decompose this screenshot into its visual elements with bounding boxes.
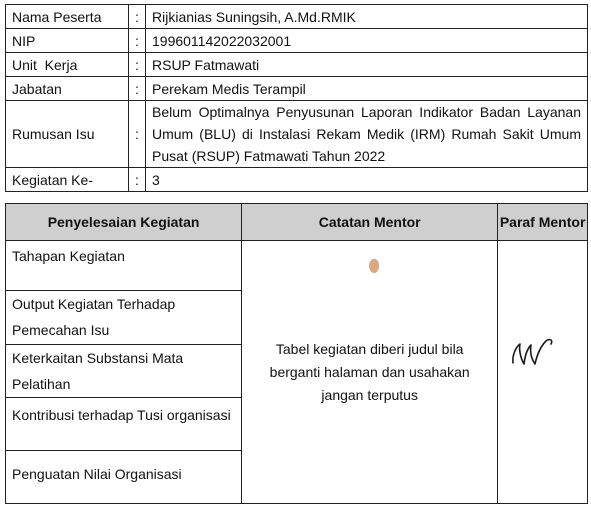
mentor-note: Tabel kegiatan diberi judul bila berganti halaman dan usahakan jangan terputus <box>269 340 470 403</box>
info-colon: : <box>129 5 146 29</box>
info-label: Jabatan <box>6 77 129 101</box>
step-item: Kontribusi terhadap Tusi organisasi <box>6 398 241 451</box>
info-value: 199601142022032001 <box>146 29 588 53</box>
info-label: Kegiatan Ke- <box>6 168 129 192</box>
info-label: Unit Kerja <box>6 53 129 77</box>
steps-cell <box>6 241 242 504</box>
info-label: Nama Peserta <box>6 5 129 29</box>
info-row-nip <box>6 29 588 53</box>
info-label: NIP <box>6 29 129 53</box>
initials-cell <box>498 241 588 504</box>
info-colon: : <box>129 29 146 53</box>
info-label: Rumusan Isu <box>6 101 129 168</box>
info-colon: : <box>129 168 146 192</box>
info-row-unit <box>6 53 588 77</box>
ink-blot <box>369 259 379 273</box>
activity-header-row <box>6 204 588 241</box>
activity-body-row <box>6 241 588 504</box>
step-item: Output Kegiatan Terhadap Pemecahan Isu <box>6 291 241 345</box>
info-colon: : <box>129 101 146 168</box>
mentor-note-cell <box>242 241 498 504</box>
header-mentor-notes: Catatan Mentor <box>242 204 498 241</box>
info-row-activity-number <box>6 168 588 192</box>
info-value: Rijkianias Suningsih, A.Md.RMIK <box>146 5 588 29</box>
info-row-position <box>6 77 588 101</box>
info-value: Perekam Medis Terampil <box>146 77 588 101</box>
step-item: Keterkaitan Substansi Mata Pelatihan <box>6 345 241 398</box>
info-value: Belum Optimalnya Penyusunan Laporan Indikator Badan Layanan Umum (BLU) di Instalasi Rekam Medik (IRM) Rumah Sakit Umum Pusat (RSUP) Fatmawati Tahun 2022 <box>146 101 588 168</box>
info-colon: : <box>129 77 146 101</box>
header-mentor-initials: Paraf Mentor <box>498 204 588 241</box>
info-row-issue <box>6 101 588 168</box>
info-value: 3 <box>146 168 588 192</box>
info-row-name <box>6 5 588 29</box>
step-item: Tahapan Kegiatan <box>6 241 241 291</box>
info-value: RSUP Fatmawati <box>146 53 588 77</box>
header-activity-completion: Penyelesaian Kegiatan <box>6 204 242 241</box>
signature-icon <box>510 335 556 369</box>
participant-info-table <box>5 4 588 192</box>
activity-table <box>5 203 588 504</box>
step-item: Penguatan Nilai Organisasi <box>12 466 182 482</box>
info-colon: : <box>129 53 146 77</box>
